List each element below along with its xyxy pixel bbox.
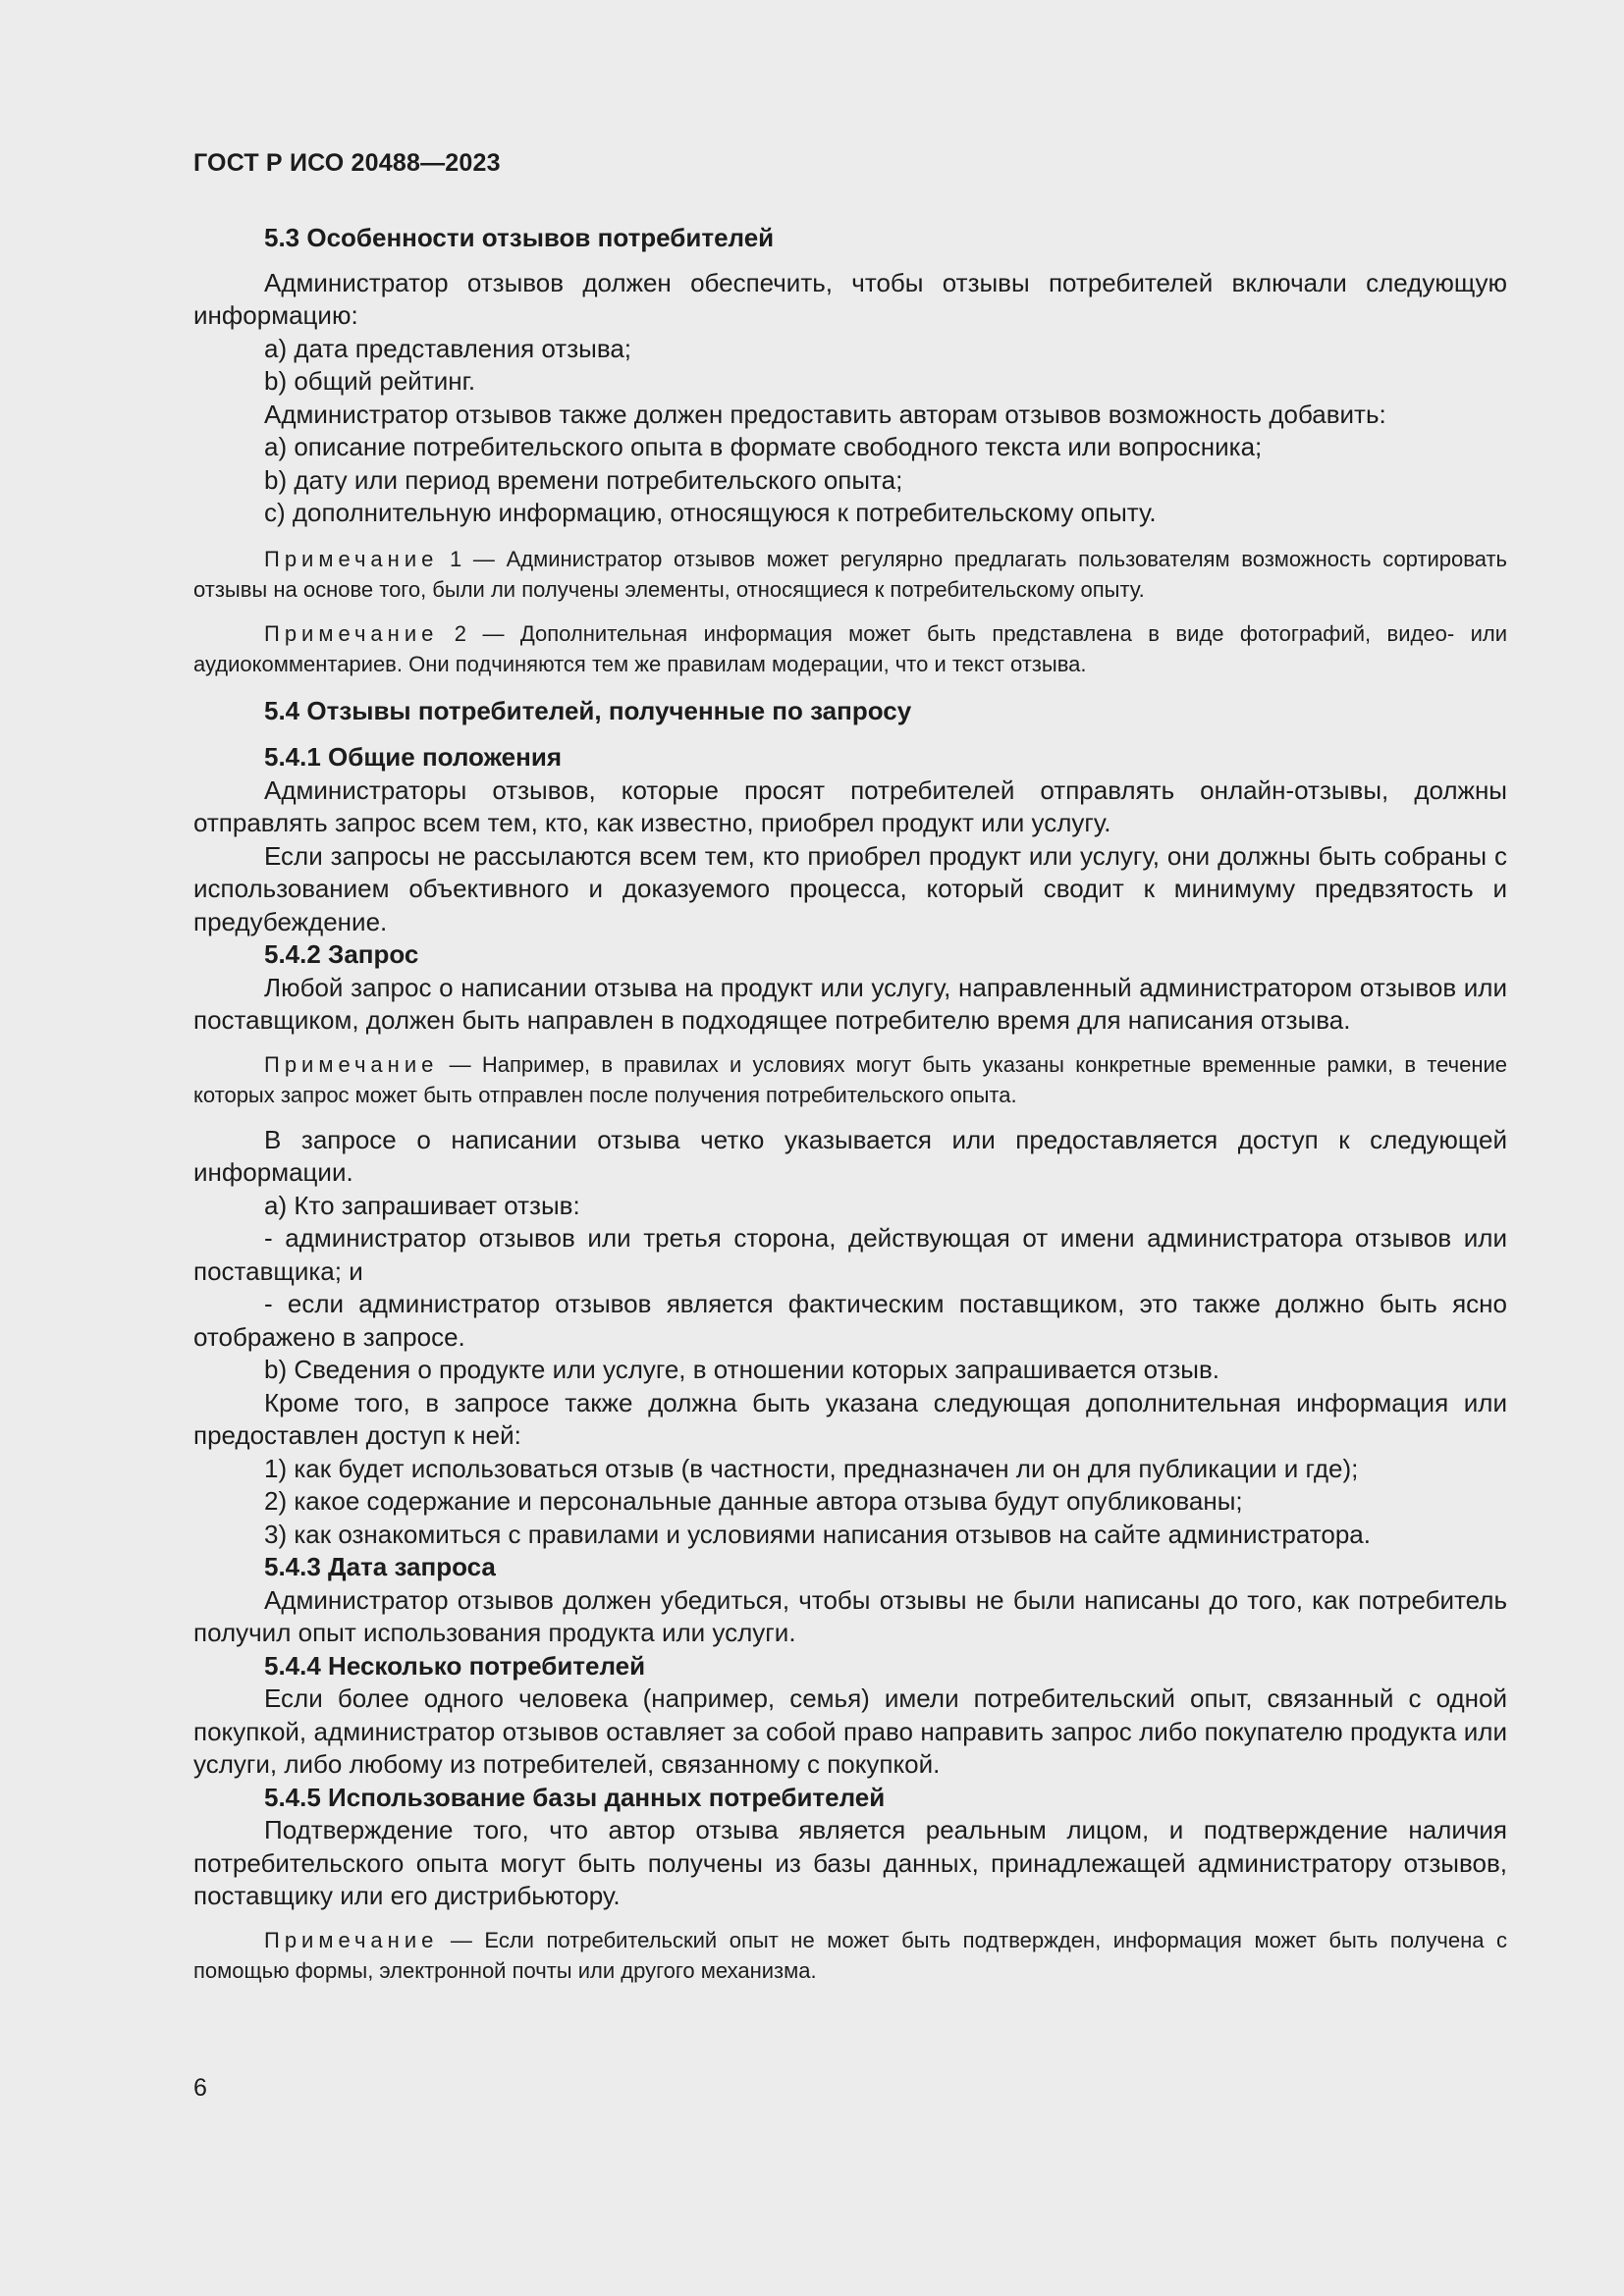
list-item: a) Кто запрашивает отзыв:	[264, 1190, 580, 1220]
paragraph: В запросе о написании отзыва четко указывается или предоставляется доступ к следующей информации.	[193, 1124, 1507, 1187]
note-label: Примечание	[264, 620, 439, 646]
note-label: Примечание	[264, 1051, 439, 1077]
dash-item: - если администратор отзывов является фактическим поставщиком, это также должно быть ясно отображено в запросе.	[193, 1289, 1507, 1352]
note	[193, 1925, 1507, 1986]
list-item: 1) как будет использоваться отзыв (в частности, предназначен ли он для публикации и где);	[264, 1453, 1359, 1483]
paragraph: Если запросы не рассылаются всем тем, кто приобрел продукт или услугу, они должны быть собраны с использованием объективного и доказуемого процесса, который сводит к минимуму предвзятость и предубеждение.	[193, 840, 1507, 936]
list-item: 2) какое содержание и персональные данные автора отзыва будут опубликованы;	[264, 1486, 1243, 1516]
dash-item: - администратор отзывов или третья сторона, действующая от имени администратора отзывов или поставщика; и	[193, 1223, 1507, 1286]
note-label: Примечание	[264, 546, 439, 571]
note-text: — Если потребительский опыт не может быть подтвержден, информация может быть получена с помощью формы, электронной почты или другого механизма.	[193, 1927, 1507, 1983]
section-5-4-1-heading: 5.4.1 Общие положения	[264, 742, 562, 772]
paragraph: Администратор отзывов должен убедиться, чтобы отзывы не были написаны до того, как потребитель получил опыт использования продукта или услуги.	[193, 1584, 1507, 1647]
note-text: 1 — Администратор отзывов может регулярно предлагать пользователям возможность сортировать отзывы на основе того, были ли получены элементы, относящиеся к потребительскому опыту.	[193, 546, 1507, 602]
list-item: 3) как ознакомиться с правилами и условиями написания отзывов на сайте администратора.	[264, 1519, 1371, 1549]
note	[193, 544, 1507, 605]
note-text: — Например, в правилах и условиях могут быть указаны конкретные временные рамки, в течение которых запрос может быть отправлен после получения потребительского опыта.	[193, 1051, 1507, 1107]
paragraph: Администратор отзывов также должен предоставить авторам отзывов возможность добавить:	[264, 399, 1386, 429]
list-item: c) дополнительную информацию, относящуюся к потребительскому опыту.	[264, 498, 1157, 527]
paragraph: Подтверждение того, что автор отзыва является реальным лицом, и подтверждение наличия потребительского опыта могут быть получены из базы данных, принадлежащей администратору отзывов, поставщику или его дистрибьютору.	[193, 1815, 1507, 1910]
paragraph: Любой запрос о написании отзыва на продукт или услугу, направленный администратором отзывов или поставщиком, должен быть направлен в подходящее потребителю время для написания отзыва.	[193, 972, 1507, 1035]
list-item: a) описание потребительского опыта в формате свободного текста или вопросника;	[264, 432, 1263, 461]
paragraph: Если более одного человека (например, семья) имели потребительский опыт, связанный с одной покупкой, администратор отзывов оставляет за собой право направить запрос либо покупателю продукта или услуги, либо любому из потребителей, связанному с покупкой.	[193, 1683, 1507, 1779]
paragraph: Администраторы отзывов, которые просят потребителей отправлять онлайн-отзывы, должны отправлять запрос всем тем, кто, как известно, приобрел продукт или услугу.	[193, 774, 1507, 837]
list-item: b) Сведения о продукте или услуге, в отношении которых запрашивается отзыв.	[264, 1355, 1220, 1384]
document-body	[193, 222, 1507, 1986]
section-5-4-5-heading: 5.4.5 Использование базы данных потребителей	[264, 1782, 886, 1812]
page-number: 6	[193, 2074, 207, 2102]
paragraph: Администратор отзывов должен обеспечить, чтобы отзывы потребителей включали следующую информацию:	[193, 267, 1507, 330]
note	[193, 618, 1507, 679]
section-5-4-3-heading: 5.4.3 Дата запроса	[264, 1552, 496, 1581]
note-label: Примечание	[264, 1927, 439, 1952]
paragraph: Кроме того, в запросе также должна быть указана следующая дополнительная информация или предоставлен доступ к ней:	[193, 1387, 1507, 1450]
section-5-4-heading: 5.4 Отзывы потребителей, полученные по запросу	[264, 695, 912, 725]
note	[193, 1049, 1507, 1110]
section-5-4-2-heading: 5.4.2 Запрос	[264, 939, 419, 969]
section-5-4-4-heading: 5.4.4 Несколько потребителей	[264, 1650, 646, 1681]
section-5-3-heading: 5.3 Особенности отзывов потребителей	[264, 223, 775, 252]
document-header: ГОСТ Р ИСО 20488—2023	[193, 149, 501, 177]
list-item: b) общий рейтинг.	[264, 366, 476, 396]
list-item: a) дата представления отзыва;	[264, 333, 632, 363]
note-text: 2 — Дополнительная информация может быть представлена в виде фотографий, видео- или аудиокомментариев. Они подчиняются тем же правилам модерации, что и текст отзыва.	[193, 620, 1507, 676]
list-item: b) дату или период времени потребительского опыта;	[264, 464, 903, 495]
